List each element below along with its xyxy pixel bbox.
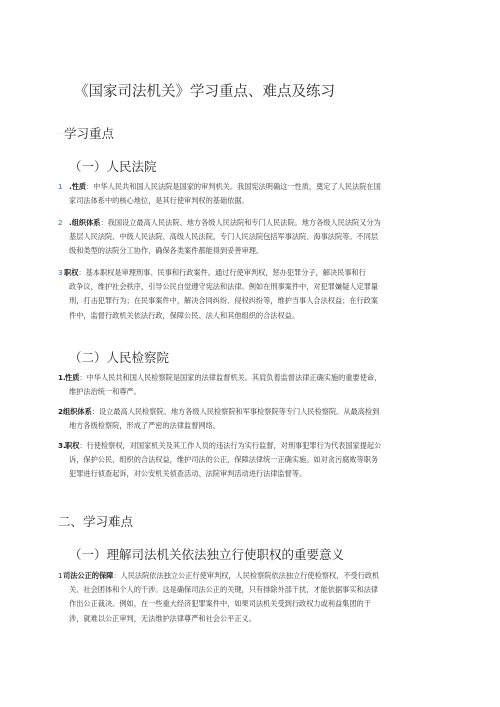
item-text: ：人民法院依法独立公正行使审判权，人民检察院依法独立行使检察权，不受行政机 — [113, 571, 380, 580]
item-text: 刑，打击犯罪行为；在民事案件中，解决合同纠纷、侵权纠纷等，维护当事人合法权益；在行政案 — [69, 296, 379, 306]
item-number: 2 — [58, 218, 63, 227]
item-text: 维护法治统一和尊严。 — [69, 387, 141, 397]
subsection-heading-independence: （一）理解司法机关依法独立行使职权的重要意义 — [69, 547, 345, 562]
item-term: .性质 — [69, 182, 87, 191]
item-number: 1 — [58, 571, 63, 580]
item-text: ：我国设立最高人民法院、地方各级人民法院和专门人民法院。地方各级人民法院又分为 — [100, 218, 381, 227]
section-heading-key-points — [58, 124, 114, 142]
item-text: 家司法体系中的核心地位，是其行使审判权的基础依据。 — [69, 196, 249, 206]
item-text: ：中华人民共和国人民检察院是国家的法律监督机关。其肩负着监督法律正确实施的重要使命， — [79, 373, 382, 382]
item-text: ：基本职权是审理刑事、民事和行政案件。通过行使审判权，惩办犯罪分子，解决民事和行 — [78, 268, 366, 277]
item-number: 3 — [58, 268, 63, 277]
section-marker: 一 — [58, 132, 64, 138]
section-heading-difficulties: 二、学习难点 — [58, 514, 134, 529]
item-text: 犯罪进行侦查起诉，对公安机关侦查活动、法院审判活动进行法律监督等。 — [69, 469, 307, 479]
item-text: 政争议，维护社会秩序，引导公民自觉遵守宪法和法律。例如在刑事案件中，对犯罪嫌疑人定罪量 — [69, 282, 379, 292]
item-term: 组织体系 — [63, 407, 92, 416]
item-text: 关、社会团体和个人的干涉。这是确保司法公正的关键，只有排除外部干扰，才能依据事实和法律 — [69, 585, 379, 595]
item-term: 职权 — [64, 268, 79, 277]
item-term: .组织体系 — [69, 218, 101, 227]
section-heading-text: 学习重点 — [64, 126, 115, 141]
document-title: 《国家司法机关》学习重点、难点及练习 — [74, 84, 335, 100]
item-text: 件中，监督行政机关依法行政，保障公民、法人和其他组织的合法权益。 — [69, 310, 300, 320]
item-text: 地方各级检察院，形成了严密的法律监督网络。 — [69, 421, 220, 431]
item-text: 作出公正裁决。例如，在一些重大经济犯罪案件中，如果司法机关受到行政权力或利益集团的干 — [69, 599, 371, 609]
item-text: ：设立最高人民检察院、地方各级人民检察院和军事检察院等专门人民检察院。从最高检到 — [91, 407, 380, 416]
item-term: 司法公正的保障 — [63, 571, 114, 580]
item-text: 涉，就难以公正审判，无法维护法律尊严和社会公平正义。 — [69, 613, 256, 623]
item-number: 3. — [58, 441, 66, 450]
item-text: 基层人民法院、中级人民法院、高级人民法院。专门人民法院包括军事法院、海事法院等。不同层 — [69, 232, 379, 242]
item-number: 1. — [58, 373, 66, 382]
item-term: 职权 — [65, 441, 80, 450]
item-text: ：中华人民共和国人民法院是国家的审判机关。我国宪法明确这一性质，奠定了人民法院在国 — [86, 182, 381, 191]
item-number: 1 — [58, 182, 63, 191]
subsection-heading-court: （一）人民法院 — [69, 159, 157, 174]
item-number: 2 — [58, 407, 64, 416]
item-text: 诉，保护公民、组织的合法权益，维护司法的公正，保障法律统一正确实施。如对贪污腐败等职务 — [69, 455, 379, 465]
item-term: 性质 — [65, 373, 80, 382]
subsection-heading-procuratorate: （二）人民检察院 — [69, 350, 170, 365]
item-text: 级和类型的法院分工协作，确保各类案件都能得到妥善审理。 — [69, 246, 264, 256]
item-text: ：行使检察权，对国家机关及其工作人员的违法行为实行监督，对刑事犯罪行为代表国家提起公 — [79, 441, 382, 450]
